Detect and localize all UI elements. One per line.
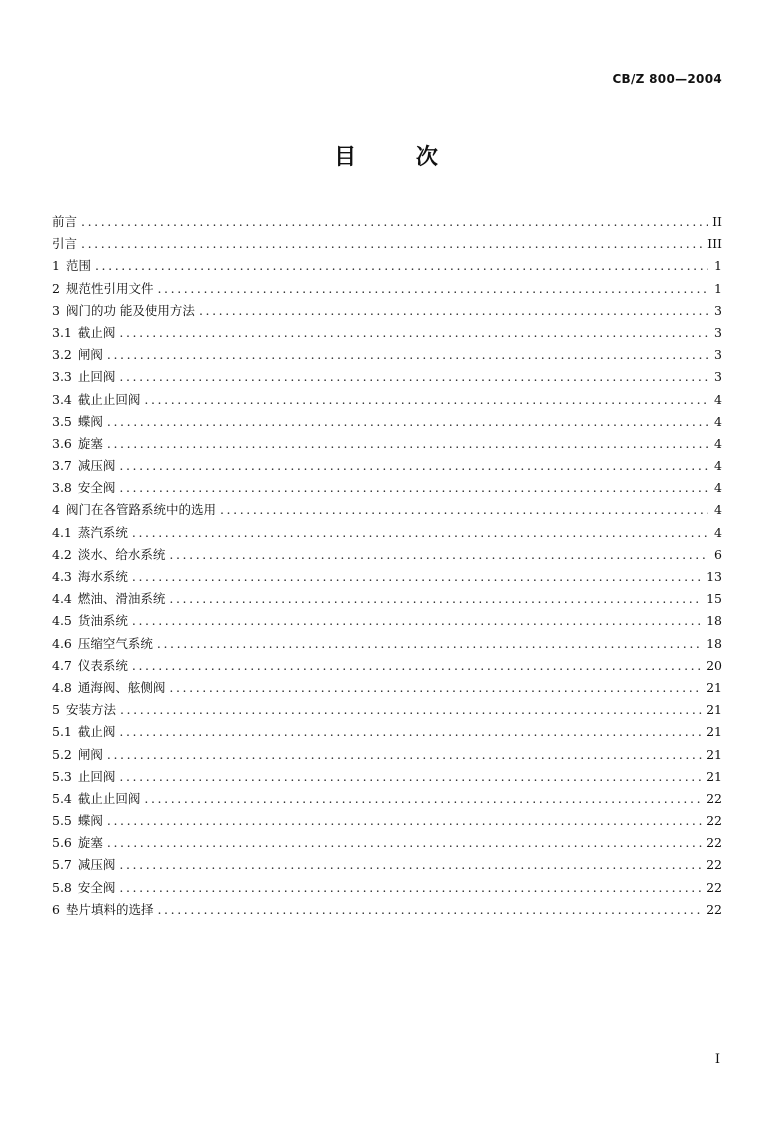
toc-entry-title: 安装方法	[65, 702, 116, 718]
toc-leader-dots	[119, 854, 702, 876]
toc-entry-title: 闸阀	[77, 347, 103, 363]
standard-code: CB/Z 800—2004	[612, 72, 722, 86]
toc-leader-dots	[81, 233, 703, 255]
toc-entry-number: 5.3	[52, 768, 72, 784]
toc-entry-number: 5	[52, 702, 60, 718]
toc-entry[interactable]	[52, 344, 722, 366]
toc-entry-page: 22	[706, 835, 722, 851]
page-number: I	[714, 1052, 720, 1067]
toc-entry-number: 3.2	[52, 347, 72, 363]
toc-entry-page: 21	[706, 724, 722, 740]
toc-leader-dots	[132, 522, 708, 544]
toc-entry-page: II	[712, 214, 722, 229]
toc-entry-page: 15	[706, 591, 722, 607]
toc-entry-page: 3	[714, 369, 722, 385]
toc-entry-page: 21	[706, 768, 722, 784]
toc-leader-dots	[107, 832, 702, 854]
toc-entry-page: 1	[714, 258, 722, 274]
toc-entry-title: 海水系统	[77, 569, 128, 584]
page-title: 目 次	[334, 145, 464, 170]
toc-leader-dots	[120, 699, 702, 721]
toc-entry-title: 止回阀	[77, 768, 116, 784]
toc-entry-number: 1	[52, 258, 60, 274]
toc-leader-dots	[169, 588, 702, 610]
toc-entry-page: 4	[714, 524, 722, 540]
toc-entry-number: 3.5	[52, 413, 72, 429]
toc-entry-title: 淡水、给水系统	[77, 546, 166, 562]
toc-leader-dots	[157, 633, 702, 655]
toc-entry-title: 减压阀	[77, 857, 116, 873]
toc-entry-page: 3	[714, 347, 722, 363]
toc-entry-number: 4.3	[52, 569, 72, 584]
toc-entry-number: 4.4	[52, 591, 72, 607]
toc-entry-title: 范围	[65, 258, 91, 274]
toc-entry-number: 3.3	[52, 369, 72, 385]
toc-entry[interactable]	[52, 588, 722, 610]
toc-entry[interactable]	[52, 255, 722, 277]
toc-entry-title: 安全阀	[77, 480, 116, 496]
toc-leader-dots	[132, 610, 702, 632]
toc-entry[interactable]	[52, 433, 722, 455]
toc-entry-number: 5.7	[52, 857, 72, 873]
toc-entry-number: 3.4	[52, 391, 72, 407]
toc-entry-page: 13	[706, 569, 722, 584]
toc-entry[interactable]	[52, 411, 722, 433]
toc-entry-page: 3	[714, 324, 722, 340]
toc-entry-title: 安全阀	[77, 879, 116, 895]
toc-leader-dots	[157, 278, 708, 300]
toc-entry[interactable]	[52, 655, 722, 677]
toc-entry-number: 5.2	[52, 746, 72, 762]
toc-leader-dots	[107, 411, 708, 433]
toc-entry-title: 蒸汽系统	[77, 524, 128, 540]
toc-entry[interactable]	[52, 233, 722, 255]
toc-leader-dots	[107, 433, 708, 455]
toc-entry-page: 4	[714, 435, 722, 451]
toc-entry-title: 减压阀	[77, 458, 116, 474]
toc-leader-dots	[119, 477, 708, 499]
toc-leader-dots	[132, 655, 702, 677]
toc-entry-page: 18	[706, 635, 722, 651]
toc-entry-title: 旋塞	[77, 835, 103, 851]
toc-entry-title: 阀门在各管路系统中的选用	[65, 502, 216, 518]
toc-entry-number: 3.1	[52, 324, 72, 340]
toc-leader-dots	[81, 211, 708, 233]
toc-entry[interactable]	[52, 744, 722, 766]
toc-entry-number: 6	[52, 901, 60, 917]
toc-entry-number: 4.7	[52, 657, 72, 673]
toc-entry[interactable]	[52, 854, 722, 876]
toc-entry-page: 18	[706, 613, 722, 629]
table-of-contents	[52, 211, 722, 921]
toc-leader-dots	[95, 255, 708, 277]
toc-entry-page: 22	[706, 813, 722, 829]
toc-entry-title: 蝶阀	[77, 813, 103, 829]
toc-leader-dots	[144, 389, 708, 411]
toc-entry-page: 22	[706, 790, 722, 806]
toc-entry[interactable]	[52, 766, 722, 788]
toc-entry-title: 垫片填料的选择	[65, 901, 154, 917]
toc-leader-dots	[119, 877, 702, 899]
toc-entry[interactable]	[52, 788, 722, 810]
toc-entry[interactable]	[52, 832, 722, 854]
toc-entry[interactable]	[52, 366, 722, 388]
toc-entry-title: 旋塞	[77, 435, 103, 451]
toc-leader-dots	[119, 721, 702, 743]
toc-leader-dots	[199, 300, 708, 322]
toc-leader-dots	[119, 455, 708, 477]
toc-leader-dots	[107, 744, 702, 766]
toc-entry[interactable]	[52, 633, 722, 655]
toc-entry-page: 1	[714, 280, 722, 296]
toc-entry-page: 21	[706, 679, 722, 695]
toc-entry-page: 22	[706, 857, 722, 873]
toc-entry-title: 截止阀	[77, 724, 116, 740]
toc-entry-page: 21	[706, 702, 722, 718]
toc-entry-number: 2	[52, 280, 60, 296]
toc-entry[interactable]	[52, 300, 722, 322]
toc-entry[interactable]	[52, 610, 722, 632]
toc-entry[interactable]	[52, 677, 722, 699]
toc-entry-page: 4	[714, 480, 722, 496]
toc-entry[interactable]	[52, 877, 722, 899]
toc-entry[interactable]	[52, 455, 722, 477]
toc-leader-dots	[144, 788, 702, 810]
toc-entry-title: 前言	[52, 214, 78, 229]
toc-entry-page: 4	[714, 502, 722, 518]
toc-entry-number: 5.1	[52, 724, 72, 740]
toc-entry-page: 4	[714, 391, 722, 407]
toc-entry-number: 4	[52, 502, 60, 518]
toc-entry-title: 截止止回阀	[77, 391, 141, 407]
toc-entry[interactable]	[52, 477, 722, 499]
toc-entry-title: 闸阀	[77, 746, 103, 762]
toc-entry-number: 3.8	[52, 480, 72, 496]
toc-entry[interactable]	[52, 322, 722, 344]
toc-entry-number: 5.4	[52, 790, 72, 806]
toc-entry[interactable]	[52, 278, 722, 300]
toc-entry-number: 5.5	[52, 813, 72, 829]
toc-entry-page: 4	[714, 413, 722, 429]
toc-entry-title: 规范性引用文件	[65, 280, 154, 296]
toc-entry-title: 蝶阀	[77, 413, 103, 429]
toc-entry-number: 4.5	[52, 613, 72, 629]
toc-entry-number: 4.2	[52, 546, 72, 562]
toc-entry[interactable]	[52, 544, 722, 566]
toc-leader-dots	[119, 766, 702, 788]
toc-entry-page: 6	[714, 546, 722, 562]
toc-entry-page: 22	[706, 879, 722, 895]
toc-entry-number: 4.6	[52, 635, 72, 651]
toc-entry-number: 3.7	[52, 458, 72, 474]
toc-leader-dots	[169, 677, 702, 699]
toc-entry-number: 5.6	[52, 835, 72, 851]
toc-entry-page: 3	[714, 302, 722, 318]
toc-entry[interactable]	[52, 566, 722, 588]
toc-entry-number: 4.8	[52, 679, 72, 695]
toc-entry-title: 截止止回阀	[77, 790, 141, 806]
toc-leader-dots	[119, 322, 708, 344]
toc-entry-title: 仪表系统	[77, 657, 128, 673]
toc-leader-dots	[107, 344, 708, 366]
toc-leader-dots	[119, 366, 708, 388]
toc-entry-title: 阀门的功 能及使用方法	[65, 302, 195, 318]
toc-entry[interactable]	[52, 899, 722, 921]
toc-leader-dots	[107, 810, 702, 832]
toc-entry[interactable]	[52, 810, 722, 832]
toc-entry-title: 截止阀	[77, 324, 116, 340]
toc-entry-title: 引言	[52, 236, 78, 252]
toc-entry-title: 压缩空气系统	[77, 635, 153, 651]
toc-leader-dots	[169, 544, 708, 566]
toc-entry-number: 3.6	[52, 435, 72, 451]
toc-entry[interactable]	[52, 699, 722, 721]
toc-entry-number: 4.1	[52, 524, 72, 540]
toc-entry-title: 货油系统	[77, 613, 128, 629]
toc-entry-page: 21	[706, 746, 722, 762]
toc-entry-page: 4	[714, 458, 722, 474]
toc-entry[interactable]	[52, 721, 722, 743]
toc-entry-page: III	[707, 236, 722, 252]
toc-entry-number: 5.8	[52, 879, 72, 895]
toc-entry-number: 3	[52, 302, 60, 318]
toc-leader-dots	[157, 899, 702, 921]
toc-entry[interactable]	[52, 211, 722, 233]
toc-entry[interactable]	[52, 499, 722, 521]
toc-entry[interactable]	[52, 522, 722, 544]
toc-leader-dots	[220, 499, 708, 521]
toc-entry-page: 22	[706, 901, 722, 917]
toc-entry-title: 通海阀、舷侧阀	[77, 679, 166, 695]
toc-entry-page: 20	[706, 657, 722, 673]
toc-entry[interactable]	[52, 389, 722, 411]
toc-entry-title: 燃油、滑油系统	[77, 591, 166, 607]
toc-leader-dots	[132, 566, 702, 588]
toc-entry-title: 止回阀	[77, 369, 116, 385]
